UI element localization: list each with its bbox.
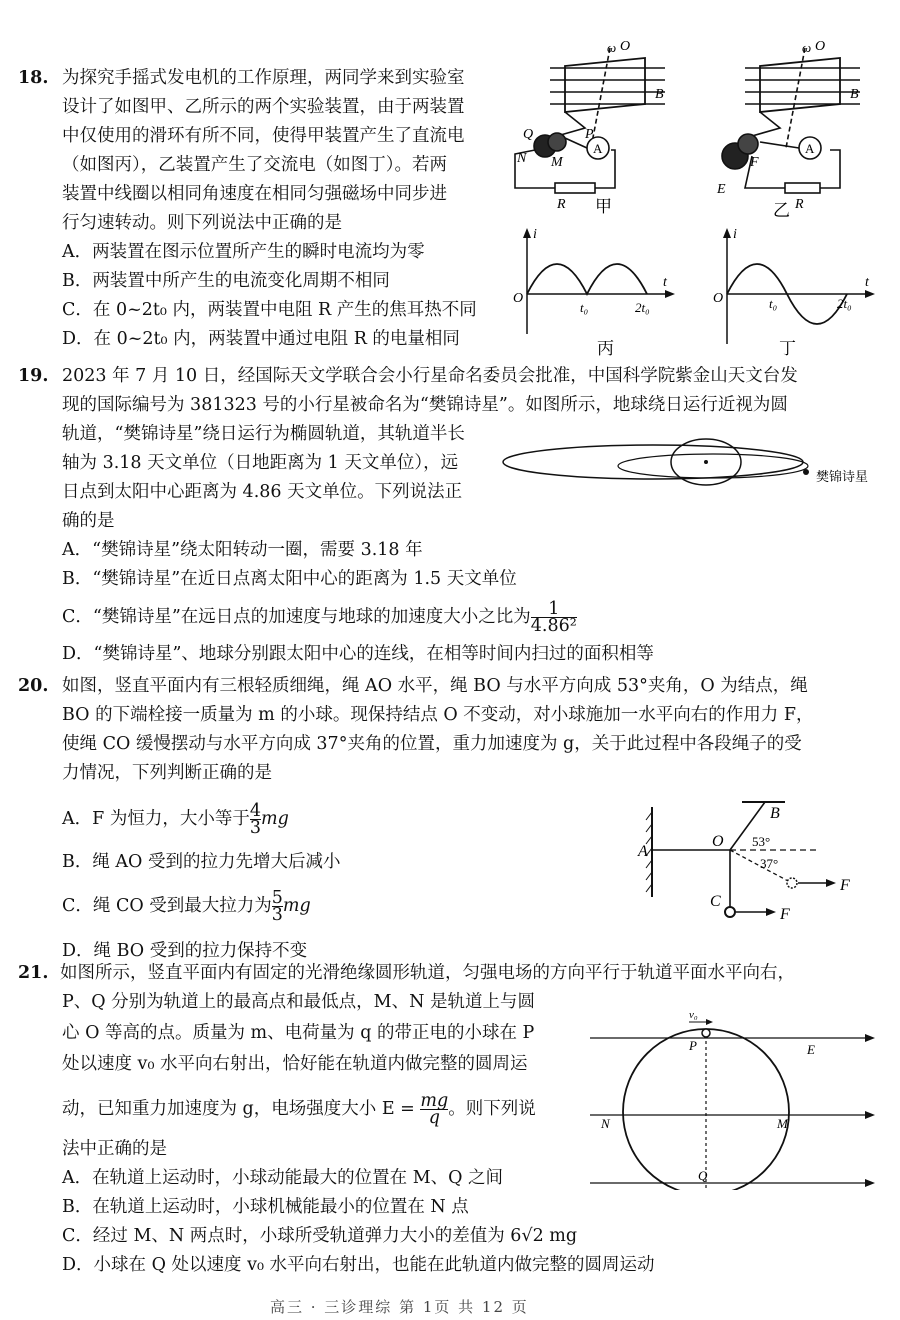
option-a[interactable]: A．两装置在图示位置所产生的瞬时电流均为零 — [62, 242, 425, 262]
stem-line: 为探究手摇式发电机的工作原理，两同学来到实验室 — [62, 68, 465, 88]
label-2t0: 2t₀ — [635, 300, 650, 315]
label-ammeter: A — [593, 141, 603, 156]
stem-line: 设计了如图甲、乙所示的两个实验装置，由于两装置 — [62, 97, 465, 117]
label-origin: O — [513, 291, 524, 306]
ball-p — [702, 1029, 710, 1037]
graph-bing — [505, 224, 680, 359]
label-53: 53° — [752, 834, 771, 849]
label-o-yi: O — [815, 39, 826, 54]
stem-line: 确的是 — [62, 511, 115, 531]
label-m: M — [551, 155, 563, 170]
label-a: A — [638, 843, 648, 860]
figure-circle-track — [585, 1008, 885, 1190]
label-r-yi: R — [795, 197, 804, 212]
stem-line: 轴为 3.18 天文单位（日地距离为 1 天文单位），远 — [62, 453, 459, 473]
label-f: F — [750, 155, 759, 170]
ball-displaced — [787, 878, 797, 888]
option-c-text: C．绳 CO 受到最大拉力为 — [62, 896, 272, 916]
label-i: i — [533, 227, 537, 242]
label-n: N — [517, 151, 527, 166]
option-d[interactable]: D．“樊锦诗星”、地球分别跟太阳中心的连线，在相等时间内扫过的面积相等 — [62, 644, 654, 664]
stem-line: 如图所示，竖直平面内有固定的光滑绝缘圆形轨道，匀强电场的方向平行于轨道平面水平向右， — [60, 963, 795, 983]
label-t0: t₀ — [580, 300, 589, 315]
figure-jia — [515, 48, 665, 193]
stem-line: 现的国际编号为 381323 号的小行星被命名为“樊锦诗星”。如图所示，地球绕日运行近视为圆 — [62, 395, 788, 415]
option-b[interactable]: B．“樊锦诗星”在近日点离太阳中心的距离为 1.5 天文单位 — [62, 569, 517, 589]
label-b: B — [770, 805, 780, 822]
label-t0-ding: t₀ — [769, 296, 778, 311]
ball — [725, 907, 735, 917]
label-2t0-ding: 2t₀ — [837, 296, 852, 311]
option-a-unit: mg — [260, 809, 289, 829]
label-m: M — [777, 1116, 788, 1131]
question-number: 20. — [18, 676, 49, 696]
stem-line: BO 的下端栓接一质量为 m 的小球。现保持结点 O 不变动，对小球施加一水平向右的作用力 F， — [62, 705, 814, 725]
question-number: 21. — [18, 963, 49, 983]
option-b[interactable]: B．在轨道上运动时，小球机械能最小的位置在 N 点 — [62, 1197, 469, 1217]
option-d[interactable]: D．小球在 Q 处以速度 v₀ 水平向右射出，也能在此轨道内做完整的圆周运动 — [62, 1255, 655, 1275]
stem-line: 轨道，“樊锦诗星”绕日运行为椭圆轨道，其轨道半长 — [62, 424, 465, 444]
figure-ropes — [630, 792, 870, 932]
option-b[interactable]: B．绳 AO 受到的拉力先增大后减小 — [62, 852, 341, 872]
stem-line: 装置中线圈以相同角速度在相同匀强磁场中同步进 — [62, 184, 447, 204]
label-f-ball: F — [780, 906, 790, 923]
fraction — [420, 1093, 448, 1126]
label-jia: 甲 — [595, 197, 612, 216]
stem-line: 心 O 等高的点。质量为 m、电荷量为 q 的带正电的小球在 P — [62, 1023, 535, 1043]
label-c: C — [710, 893, 721, 910]
figure-generators — [495, 38, 895, 248]
stem-line: 使绳 CO 缓慢摆动与水平方向成 37°夹角的位置，重力加速度为 g，关于此过程中各段绳子的受 — [62, 734, 802, 754]
stem-line: 法中正确的是 — [62, 1139, 167, 1159]
asteroid-dot — [803, 469, 809, 475]
label-f-displaced: F — [840, 877, 850, 894]
option-a[interactable]: A．“樊锦诗星”绕太阳转动一圈，需要 3.18 年 — [62, 540, 423, 560]
label-origin-ding: O — [713, 291, 724, 306]
fraction-numerator: 1 — [548, 599, 560, 619]
stem-line: P、Q 分别为轨道上的最高点和最低点，M、N 是轨道上与圆 — [62, 992, 535, 1012]
label-n: N — [601, 1116, 610, 1131]
label-q: Q — [698, 1168, 708, 1183]
label-37: 37° — [760, 856, 779, 871]
option-d[interactable]: D．在 0~2t₀ 内，两装置中通过电阻 R 的电量相同 — [62, 329, 460, 349]
label-ding: 丁 — [779, 339, 796, 358]
label-omega: ω — [607, 40, 617, 55]
stem-text: 动，已知重力加速度为 g，电场强度大小 E = — [62, 1099, 415, 1119]
label-t-ding: t — [865, 275, 869, 290]
question-19 — [18, 362, 798, 669]
stem-line: 日点到太阳中心距离为 4.86 天文单位。下列说法正 — [62, 482, 463, 502]
label-p: P — [585, 127, 594, 142]
sun — [704, 460, 708, 464]
label-ammeter-yi: A — [805, 141, 815, 156]
question-number: 19. — [18, 366, 49, 386]
fraction-numerator: 5 — [271, 888, 283, 908]
stem-line: 力情况，下列判断正确的是 — [62, 763, 272, 783]
stem-line: 如图，竖直平面内有三根轻质细绳，绳 AO 水平，绳 BO 与水平方向成 53°夹角，O 为结点，绳 — [62, 676, 808, 696]
stem-line: 行匀速转动。则下列说法中正确的是 — [62, 213, 342, 233]
asteroid-orbit — [503, 445, 803, 479]
fraction-denominator: 3 — [271, 905, 283, 925]
label-o: O — [712, 833, 724, 850]
label-o: O — [620, 39, 631, 54]
fraction-denominator: 3 — [249, 818, 261, 838]
option-c[interactable] — [62, 594, 798, 640]
label-t: t — [663, 275, 667, 290]
fraction — [531, 601, 577, 634]
option-c-text: C．“樊锦诗星”在远日点的加速度与地球的加速度大小之比为 — [62, 607, 531, 627]
fraction-denominator: q — [420, 1109, 448, 1126]
label-yi: 乙 — [773, 201, 790, 220]
option-c[interactable]: C．在 0~2t₀ 内，两装置中电阻 R 产生的焦耳热不同 — [62, 300, 477, 320]
dc-current-curve — [527, 264, 647, 294]
label-omega-yi: ω — [802, 40, 812, 55]
label-e: E — [807, 1042, 815, 1057]
label-r: R — [557, 197, 566, 212]
question-18 — [18, 64, 477, 354]
label-i-ding: i — [733, 227, 737, 242]
option-b[interactable]: B．两装置中所产生的电流变化周期不相同 — [62, 271, 390, 291]
fraction-numerator: 4 — [249, 801, 261, 821]
figure-yi — [722, 48, 860, 193]
page-footer: 高三 · 三诊理综 第 1页 共 12 页 — [270, 1298, 529, 1316]
stem-line: 处以速度 v₀ 水平向右射出，恰好能在轨道内做完整的圆周运 — [62, 1054, 528, 1074]
option-a-text: A．F 为恒力，大小等于 — [62, 809, 250, 829]
option-c[interactable]: C．经过 M、N 两点时，小球所受轨道弹力大小的差值为 6√2 mg — [62, 1226, 578, 1246]
label-v0: v₀ — [689, 1009, 698, 1021]
stem-text: 。则下列说 — [448, 1099, 536, 1119]
label-asteroid: 樊锦诗星 — [816, 469, 869, 484]
label-q: Q — [523, 127, 534, 142]
option-d[interactable]: D．绳 BO 受到的拉力保持不变 — [62, 941, 308, 961]
label-b-yi: B — [850, 87, 859, 102]
option-a[interactable]: A．在轨道上运动时，小球动能最大的位置在 M、Q 之间 — [62, 1168, 504, 1188]
label-e: E — [717, 182, 726, 197]
stem-line: 2023 年 7 月 10 日，经国际天文学联合会小行星命名委员会批准，中国科学院紫金山天文台发 — [62, 366, 798, 386]
stem-line: （如图丙），乙装置产生了交流电（如图丁）。若两 — [62, 155, 447, 175]
stem-line: 中仅使用的滑环有所不同，使得甲装置产生了直流电 — [62, 126, 465, 146]
figure-orbits — [498, 432, 898, 504]
graph-ding — [705, 224, 885, 359]
option-c-unit: mg — [282, 896, 311, 916]
fraction — [250, 803, 261, 836]
fraction-denominator: 4.86² — [530, 616, 577, 636]
question-number: 18. — [18, 68, 49, 88]
fraction-numerator: mg — [420, 1091, 449, 1111]
label-p: P — [689, 1038, 697, 1053]
label-b: B — [655, 87, 664, 102]
label-bing: 丙 — [597, 339, 614, 358]
fraction — [272, 890, 283, 923]
